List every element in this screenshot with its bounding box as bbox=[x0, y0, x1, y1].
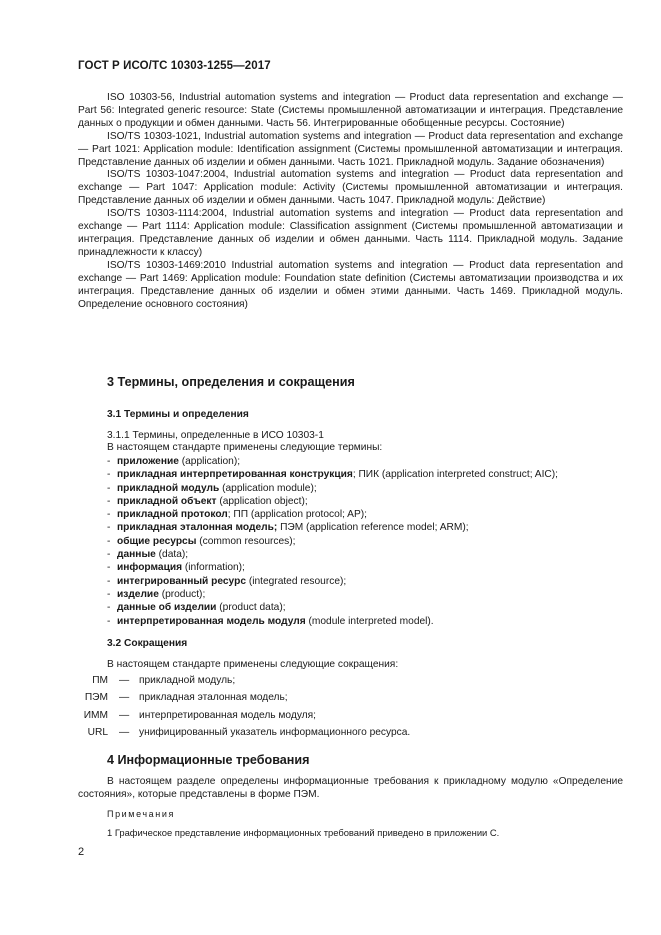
list-item: - прикладной объект (application object); bbox=[107, 495, 308, 507]
normative-references bbox=[78, 92, 623, 311]
abbreviation-code: URL bbox=[87, 727, 108, 739]
abbreviation-code: ПМ bbox=[92, 675, 108, 686]
abbreviation-definition: унифицированный указатель информационного ресурса. bbox=[139, 727, 411, 739]
subsection-3-1-1: 3.1.1 Термины, определенные в ИСО 10303-1 bbox=[107, 430, 324, 441]
term-detail: (application module); bbox=[219, 482, 317, 494]
term: прикладной протокол bbox=[117, 509, 228, 521]
term: прикладной объект bbox=[117, 495, 217, 507]
abbreviation-definition: прикладная эталонная модель; bbox=[139, 692, 288, 704]
list-item: - интегрированный ресурс (integrated resource); bbox=[107, 575, 347, 587]
list-item: - интерпретированная модель модуля (module interpreted model). bbox=[107, 615, 434, 627]
term-detail: (information); bbox=[182, 562, 245, 574]
section-4-text: В настоящем разделе определены информационные требования к прикладному модулю «Определение состояния», которые представлены в форме ПЭМ. bbox=[78, 776, 623, 800]
term: данные bbox=[117, 549, 156, 561]
term: информация bbox=[117, 562, 183, 574]
dash-separator: — bbox=[119, 675, 130, 686]
term: прикладная интерпретированная конструкция bbox=[117, 469, 353, 481]
dash-separator: — bbox=[119, 692, 130, 704]
abbreviation-code: ПЭМ bbox=[84, 692, 108, 704]
dash-separator: — bbox=[119, 709, 130, 721]
reference-item: ISO/TS 10303-1021, Industrial automation systems and integration — Product data representation and exchange — Part 1021: Application module: Identification assignment (Системы промышленной автоматизации и интеграция. Представление данных об изделии и обмен данными. Часть 1021. Прикладной модуль. Задание обозначения) bbox=[78, 130, 623, 168]
terms-intro: В настоящем стандарте применены следующие термины: bbox=[107, 442, 383, 453]
list-item: - прикладная эталонная модель; ПЭМ (application reference model; ARM); bbox=[107, 522, 469, 534]
reference-item: ISO/TS 10303-1047:2004, Industrial automation systems and integration — Product data representation and exchange — Part 1047: Application module: Activity (Системы промышленной автоматизации и интеграция. Представление данных об изделии и обмен данными. Часть 1047. Прикладной модуль: Действие) bbox=[78, 169, 623, 207]
abbreviation-code: ИММ bbox=[83, 709, 108, 721]
term: интерпретированная модель модуля bbox=[117, 615, 306, 627]
abbreviation-definition: интерпретированная модель модуля; bbox=[139, 709, 316, 721]
subsection-3-2-title: 3.2 Сокращения bbox=[107, 638, 188, 649]
list-item: - изделие (product); bbox=[107, 588, 206, 600]
term-detail: (module interpreted model). bbox=[305, 615, 434, 627]
term-detail: (application); bbox=[178, 456, 241, 467]
term: приложение bbox=[117, 456, 179, 467]
section-4-title: 4 Информационные требования bbox=[107, 753, 310, 767]
term: интегрированный ресурс bbox=[117, 575, 246, 587]
section-3-title: 3 Термины, определения и сокращения bbox=[107, 375, 355, 389]
term-detail: ПЭМ (application reference model; ARM); bbox=[277, 522, 469, 534]
list-item: - прикладной модуль (application module); bbox=[107, 482, 317, 494]
reference-item: ISO 10303-56, Industrial automation systems and integration — Product data representation and exchange — Part 56: Integrated generic resource: State (Системы промышленной автоматизации и интеграция. Представление данных о продукции и обмен данными. Часть 56. Интегрированные обобщенные ресурсы. Состояние) bbox=[78, 92, 623, 129]
abbreviations-intro: В настоящем стандарте применены следующие сокращения: bbox=[107, 659, 399, 670]
list-item: - прикладная интерпретированная конструкция; ПИК (application interpreted construct; AIC); bbox=[107, 469, 559, 481]
list-item: - информация (information); bbox=[107, 562, 245, 574]
term: изделие bbox=[117, 588, 159, 600]
terms-list bbox=[107, 455, 558, 628]
list-item: - общие ресурсы (common resources); bbox=[107, 535, 296, 547]
term-detail: ; ПП (application protocol; AP); bbox=[227, 509, 367, 521]
page-number: 2 bbox=[78, 846, 85, 858]
term: общие ресурсы bbox=[117, 535, 197, 547]
term-detail: ; ПИК (application interpreted construct; AIC); bbox=[352, 469, 559, 481]
note-1: 1 Графическое представление информационных требований приведено в приложении С. bbox=[107, 827, 500, 838]
term: данные об изделии bbox=[117, 602, 217, 614]
term-detail: (data); bbox=[155, 549, 189, 561]
term: прикладной модуль bbox=[117, 482, 220, 494]
term-detail: (integrated resource); bbox=[245, 575, 347, 587]
abbreviation-definition: прикладной модуль; bbox=[139, 675, 236, 686]
list-item: - данные (data); bbox=[107, 549, 189, 561]
term-detail: (product data); bbox=[216, 602, 286, 614]
dash-separator: — bbox=[119, 727, 130, 739]
document-header: ГОСТ Р ИСО/ТС 10303-1255—2017 bbox=[78, 60, 271, 72]
list-item: - данные об изделии (product data); bbox=[107, 602, 286, 614]
term: прикладная эталонная модель; bbox=[117, 522, 278, 534]
term-detail: (application object); bbox=[216, 495, 308, 507]
term-detail: (common resources); bbox=[196, 535, 296, 547]
subsection-3-1-title: 3.1 Термины и определения bbox=[107, 409, 249, 420]
list-item: - прикладной протокол; ПП (application protocol; AP); bbox=[107, 509, 367, 521]
list-item: - приложение (application); bbox=[107, 456, 241, 467]
term-detail: (product); bbox=[158, 588, 206, 600]
reference-item: ISO/TS 10303-1114:2004, Industrial automation systems and integration — Product data representation and exchange — Part 1114: Application module: Classification assignment (Системы промышленной автоматизации и интеграция. Представление данных об изделии и обмен данными. Часть 1114. Прикладной модуль. Задание принадлежности к классу) bbox=[78, 208, 623, 258]
notes-label: Примечания bbox=[107, 809, 175, 819]
reference-item: ISO/TS 10303-1469:2010 Industrial automation systems and integration — Product data representation and exchange — Part 1469: Application module: Foundation state definition (Системы автоматизации производства и их интеграция. Представление данных об изделии и обмен этими данными. Часть 1469. Прикладной модуль. Определение основного состояния) bbox=[78, 259, 623, 310]
